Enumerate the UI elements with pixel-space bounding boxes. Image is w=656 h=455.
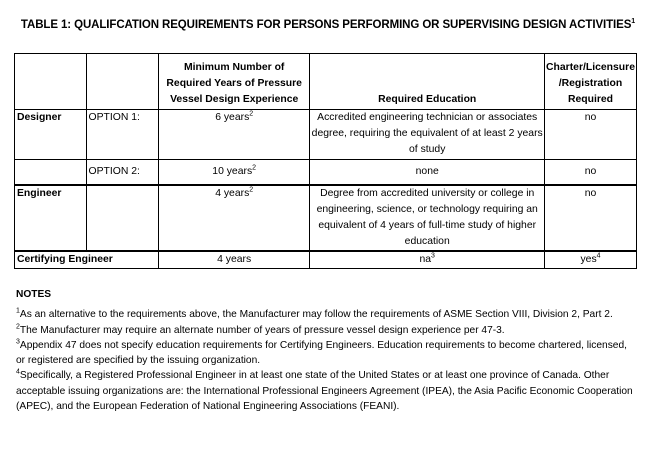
qualification-table [14,53,637,269]
role-cell: Certifying Engineer [15,251,159,269]
header-empty-role [15,54,87,110]
header-charter: Charter/Licensure /Registration Required [545,54,637,110]
education-cell: Accredited engineering technician or associates degree, requiring the equivalent of at least 2 years of study [310,110,545,160]
charter-cell: no [545,160,637,185]
header-empty-option [86,54,158,110]
table-row [15,185,637,251]
header-years: Minimum Number of Required Years of Pressure Vessel Design Experience [158,54,309,110]
years-cell: 10 years$^2$ [158,160,309,185]
option-cell: OPTION 2: [86,160,158,185]
years-cell: 4 years [158,251,309,269]
note-item: $^2$The Manufacturer may require an alternate number of years of pressure vessel design experience per 47-3. [16,323,505,336]
role-cell [15,160,87,185]
option-cell: OPTION 1: [86,110,158,160]
years-cell: 6 years$^2$ [158,110,309,160]
note-item: $^4$Specifically, a Registered Professional Engineer in at least one state of the United States or at least one province of Canada. Other acceptable issuing organizations are: the International Professional Engineers Agreement (IPEA), the Asia Pacific Economic Cooperation (APEC), and the European Federation of National Engineering Associations (FEANI). [16,369,633,413]
table-row [15,110,637,160]
charter-cell: no [545,185,637,251]
role-cell: Engineer [15,185,87,251]
education-cell: Degree from accredited university or college in engineering, science, or technology requiring an equivalent of 4 years of full-time study of higher education [310,185,545,251]
header-row [15,54,637,110]
notes-heading: NOTES [16,289,52,300]
table-title: TABLE 1: QUALIFCATION REQUIREMENTS FOR PERSONS PERFORMING OR SUPERVISING DESIGN ACTIVITIES$^1$ [20,18,636,31]
option-cell [86,185,158,251]
note-item: $^3$Appendix 47 does not specify education requirements for Certifying Engineers. Education requirements to become chartered, licensed, or registered are specified by the issuing organization. [16,338,627,367]
years-cell: 4 years$^2$ [158,185,309,251]
note-item: $^1$As an alternative to the requirements above, the Manufacturer may follow the requirements of ASME Section VIII, Division 2, Part 2. [16,307,613,321]
role-cell: Designer [15,110,87,160]
education-cell: none [310,160,545,185]
charter-cell: no [545,110,637,160]
table-row [15,251,637,269]
charter-cell: yes$^4$ [545,251,637,269]
notes-section [16,287,638,414]
header-education: Required Education [310,54,545,110]
education-cell: $na^3$ [310,251,545,269]
table-row [15,160,637,185]
title-footnote: 1 [631,18,636,26]
